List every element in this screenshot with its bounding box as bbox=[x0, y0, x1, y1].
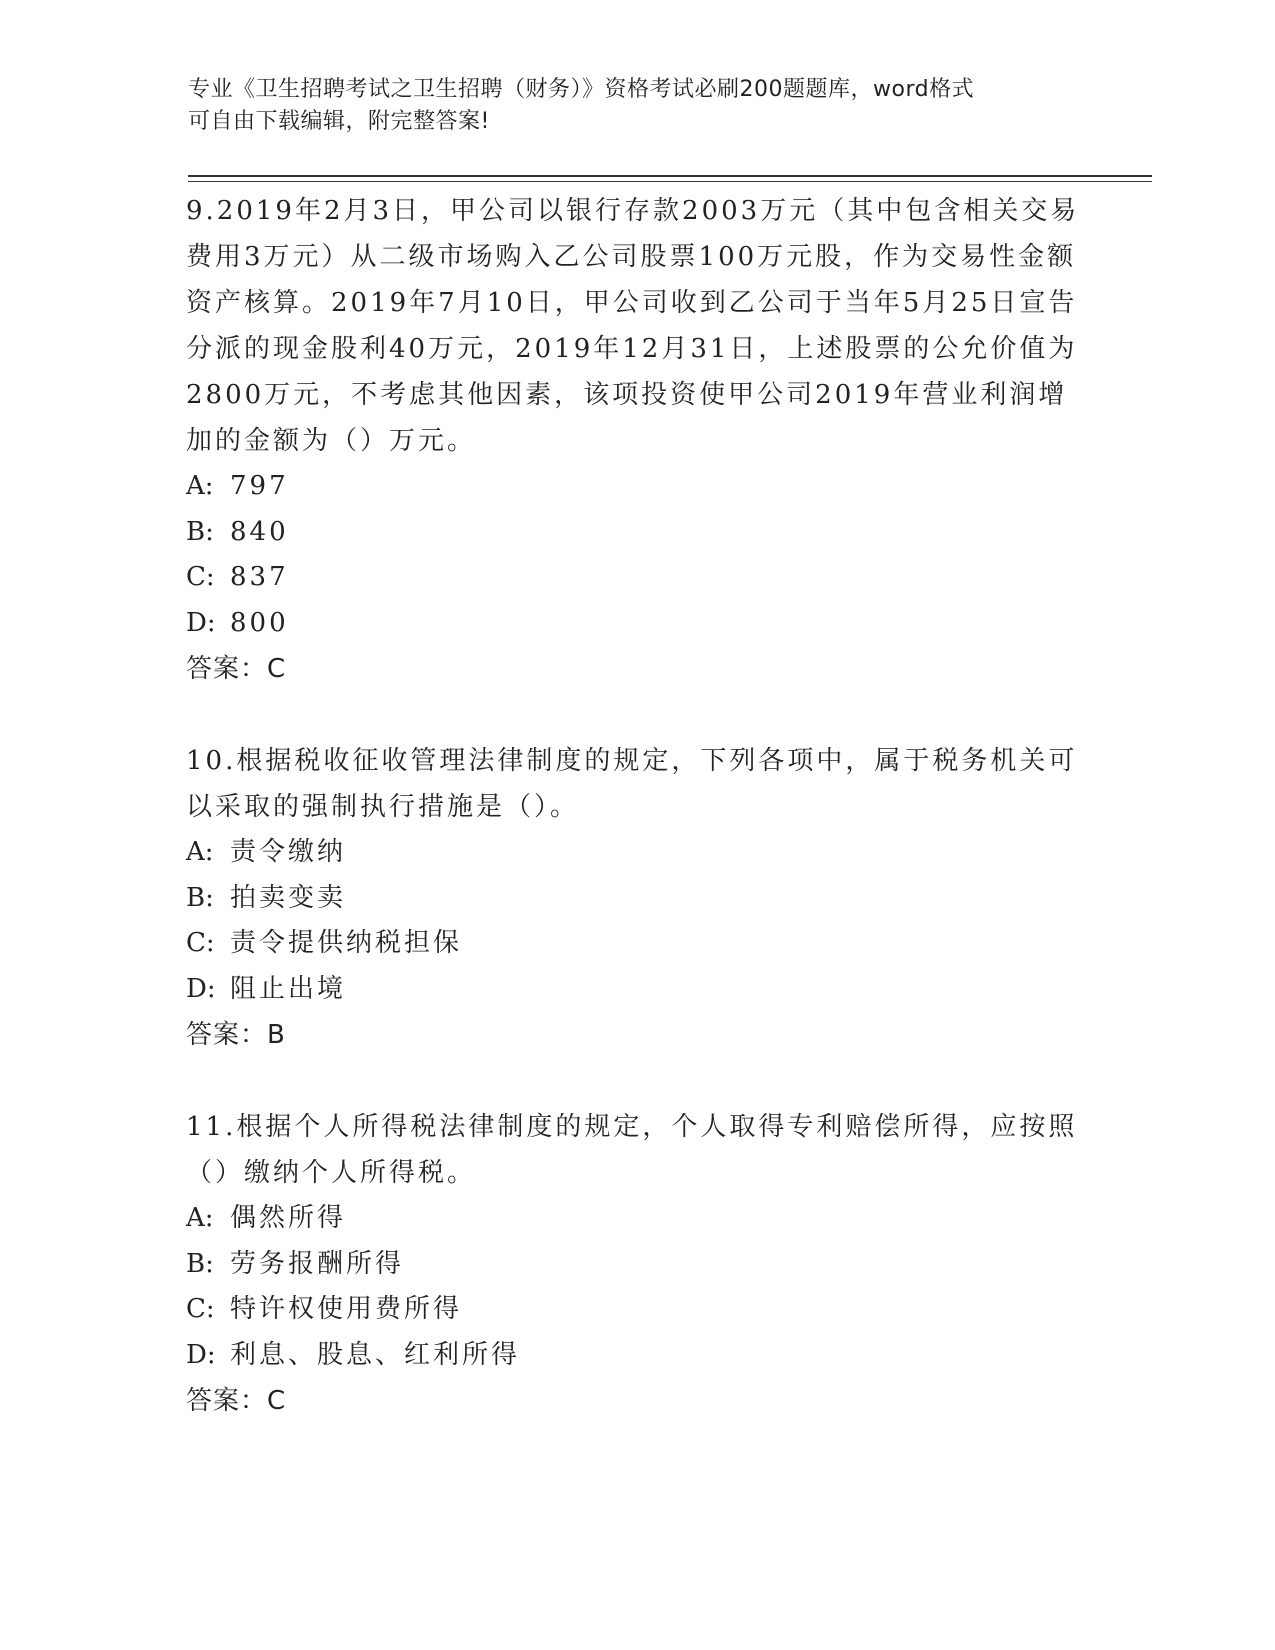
option-letter: A: bbox=[186, 837, 214, 867]
option-letter: D: bbox=[186, 973, 216, 1004]
option-text: 阻止出境 bbox=[230, 973, 347, 1004]
option-a bbox=[186, 464, 1086, 510]
option-letter: A: bbox=[186, 471, 214, 501]
document-header bbox=[188, 74, 1068, 138]
option-text: 偶然所得 bbox=[230, 1203, 347, 1233]
option-a bbox=[186, 1196, 1086, 1242]
option-text: 利息、股息、红利所得 bbox=[230, 1339, 521, 1370]
option-text: 837 bbox=[230, 562, 289, 592]
option-text: 责令缴纳 bbox=[230, 837, 347, 867]
option-letter: D: bbox=[186, 1339, 216, 1370]
question-text: 11.根据个人所得税法律制度的规定，个人取得专利赔偿所得，应按照（）缴纳个人所得税。 bbox=[186, 1112, 1078, 1188]
option-d bbox=[186, 1333, 1086, 1379]
header-divider-thin bbox=[188, 181, 1152, 182]
option-text: 797 bbox=[230, 471, 289, 501]
option-letter: D: bbox=[186, 607, 216, 638]
option-letter: C: bbox=[186, 562, 215, 592]
option-letter: B: bbox=[186, 882, 214, 913]
header-title-line-2: 可自由下载编辑，附完整答案! bbox=[188, 109, 490, 134]
option-text: 特许权使用费所得 bbox=[230, 1294, 463, 1324]
question-11 bbox=[186, 1104, 1086, 1424]
option-letter: A: bbox=[186, 1203, 214, 1233]
answer-line: 答案：C bbox=[186, 1386, 287, 1416]
header-title-line-1: 专业《卫生招聘考试之卫生招聘（财务）》资格考试必刷200题题库，word格式 bbox=[188, 77, 975, 102]
question-9 bbox=[186, 188, 1086, 692]
question-text: 10.根据税收征收管理法律制度的规定，下列各项中，属于税务机关可以采取的强制执行措施是（）。 bbox=[186, 746, 1078, 822]
answer-line: 答案：B bbox=[186, 1020, 286, 1050]
option-d bbox=[186, 967, 1086, 1013]
question-list bbox=[186, 188, 1086, 1470]
option-c bbox=[186, 555, 1086, 601]
option-letter: C: bbox=[186, 928, 215, 958]
option-b bbox=[186, 876, 1086, 922]
option-d bbox=[186, 601, 1086, 647]
question-text: 9.2019年2月3日，甲公司以银行存款2003万元（其中包含相关交易费用3万元）从二级市场购入乙公司股票100万元股，作为交易性金额资产核算。2019年7月10日，甲公司收到乙公司于当年5月25日宣告分派的现金股利40万元，2019年12月31日，上述股票的公允价值为2800万元，不考虑其他因素，该项投资使甲公司2019年营业利润增加的金额为（）万元。 bbox=[186, 196, 1080, 456]
answer-line: 答案：C bbox=[186, 654, 287, 684]
option-b bbox=[186, 510, 1086, 556]
header-divider-thick bbox=[188, 175, 1152, 177]
option-letter: B: bbox=[186, 1248, 214, 1279]
question-10 bbox=[186, 738, 1086, 1058]
option-text: 拍卖变卖 bbox=[230, 882, 347, 913]
option-a bbox=[186, 830, 1086, 876]
option-text: 责令提供纳税担保 bbox=[230, 928, 463, 958]
option-c bbox=[186, 921, 1086, 967]
option-letter: C: bbox=[186, 1294, 215, 1324]
option-b bbox=[186, 1242, 1086, 1288]
option-text: 劳务报酬所得 bbox=[230, 1248, 405, 1279]
option-text: 800 bbox=[230, 607, 289, 638]
option-c bbox=[186, 1287, 1086, 1333]
option-text: 840 bbox=[230, 516, 289, 547]
option-letter: B: bbox=[186, 516, 214, 547]
